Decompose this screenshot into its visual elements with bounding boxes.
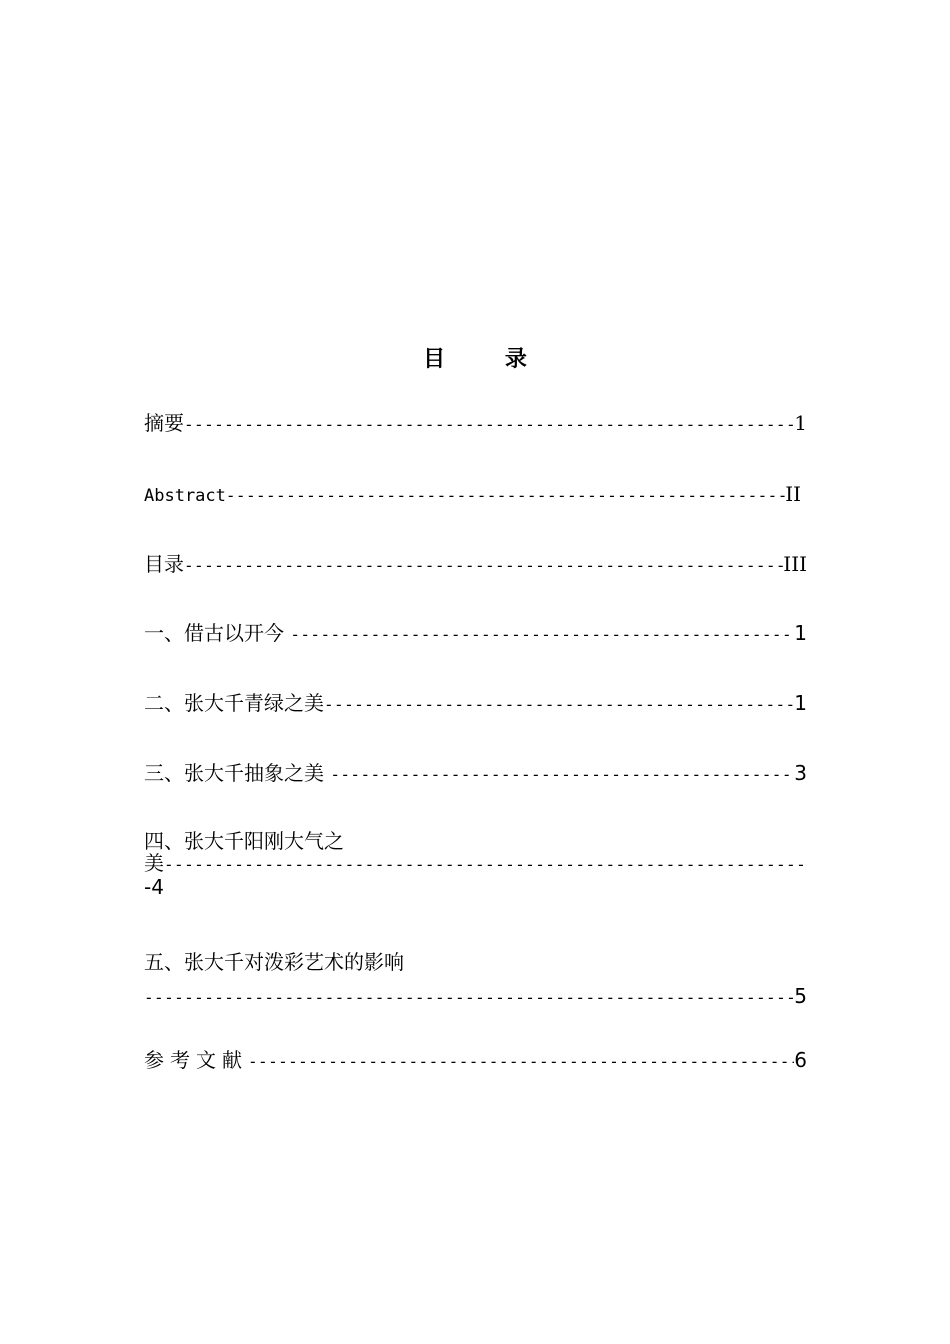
toc-entry-label: 参考文献 <box>144 1048 248 1072</box>
toc-entry-page: 6 <box>794 1048 807 1072</box>
toc-leader-dashes <box>184 554 783 578</box>
toc-entry-chapter-2[interactable] <box>144 691 807 717</box>
toc-entry-page: 5 <box>794 984 807 1008</box>
toc-leader-dashes <box>226 484 785 508</box>
toc-leader-dashes <box>164 854 807 876</box>
toc-leader-dashes <box>184 413 794 437</box>
toc-entry-page: -4 <box>144 875 164 898</box>
toc-entry-page: 1 <box>794 411 807 435</box>
toc-leader-dashes <box>248 1050 794 1074</box>
toc-entry-label-line1: 四、张大千阳刚大气之 <box>144 830 344 853</box>
toc-leader-dashes <box>290 623 794 647</box>
toc-entry-references[interactable] <box>144 1048 807 1074</box>
toc-entry-label: 摘要 <box>144 411 184 435</box>
toc-entry-abstract-en[interactable] <box>144 482 807 508</box>
toc-entry-chapter-3[interactable] <box>144 761 807 787</box>
toc-entry-page: 1 <box>794 621 807 645</box>
toc-entry-contents[interactable] <box>144 552 807 578</box>
toc-entry-page: 1 <box>794 691 807 715</box>
toc-entry-label: 一、借古以开今 <box>144 621 291 645</box>
toc-entry-page: 3 <box>794 761 807 785</box>
toc-entry-label: Abstract <box>144 486 226 506</box>
toc-entry-chapter-5[interactable] <box>144 945 807 1015</box>
toc-entry-label: 三、张大千抽象之美 <box>144 761 331 785</box>
toc-entry-label: 目录 <box>144 552 184 576</box>
toc-leader-dashes <box>330 763 794 787</box>
toc-entry-chapter-4[interactable] <box>144 830 807 898</box>
toc-leader-dashes <box>324 693 794 717</box>
toc-title: 目 录 <box>423 347 553 372</box>
toc-entry-abstract-cn[interactable] <box>144 411 807 437</box>
toc-entry-label-line2: 美 <box>144 851 164 875</box>
toc-entry-page: III <box>783 552 807 576</box>
toc-entry-chapter-1[interactable] <box>144 621 807 647</box>
toc-entry-page: II <box>785 482 801 506</box>
toc-entry-label: 五、张大千对泼彩艺术的影响 <box>144 950 404 974</box>
toc-leader-dashes <box>144 981 794 1015</box>
toc-entry-label: 二、张大千青绿之美 <box>144 691 324 715</box>
